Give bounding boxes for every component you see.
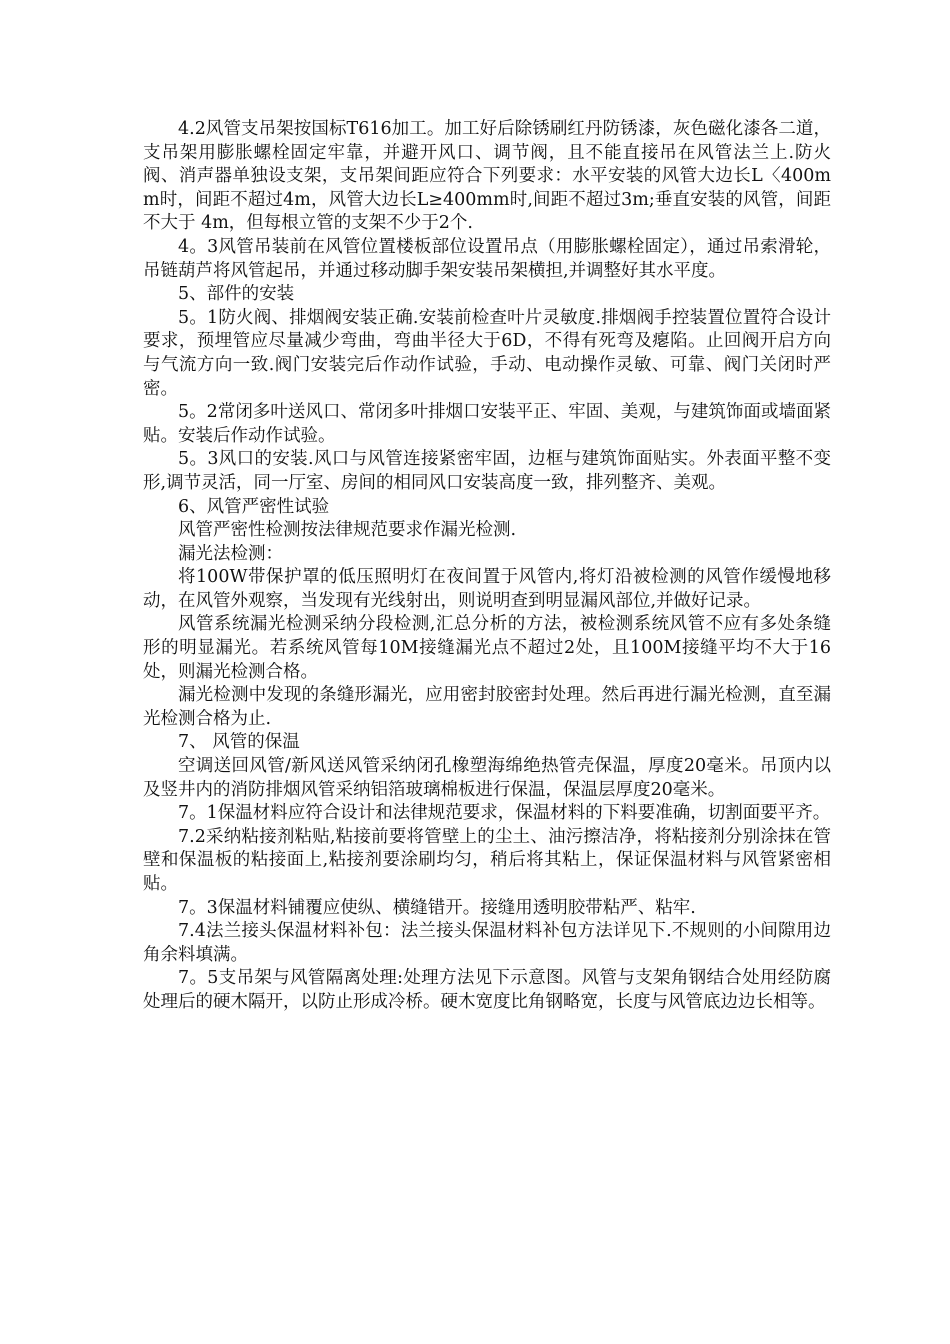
section-heading-7-insulation: 7、 风管的保温 — [178, 732, 300, 753]
paragraph-leak-sealing: 漏光检测中发现的条缝形漏光，应用密封胶密封处理。然后再进行漏光检测，直至漏光检测合格为止. — [143, 685, 831, 729]
paragraph-leak-test-requirement: 风管严密性检测按法律规范要求作漏光检测. — [178, 520, 517, 541]
paragraph-4-3-duct-hoisting: 4。3风管吊装前在风管位置楼板部位设置吊点（用膨胀螺栓固定），通过吊索滑轮，吊链葫芦将风管起吊，并通过移动脚手架安装吊架横担,并调整好其水平度。 — [143, 236, 831, 281]
paragraph-4-2-support-hangers: 4.2风管支吊架按国标T616加工。加工好后除锈刷红丹防锈漆，灰色磁化漆各二道，支吊架用膨胀螺栓固定牢靠，并避开风口、调节阀，且不能直接吊在风管法兰上.防火阀、消声器单独设支架，支吊架间距应符合下列要求：水平安装的风管大边长L〈400mm时，间距不超过4m，风管大边长L≥400mm时,间距不超过3m;垂直安装的风管，间距不大于 4m，但每根立管的支架不少于2个. — [143, 119, 831, 234]
paragraph-7-4-flange-wrap: 7.4法兰接头保温材料补包：法兰接头保温材料补包方法详见下.不规则的小间隙用边角余料填满。 — [143, 921, 831, 965]
paragraph-7-5-isolation: 7。5支吊架与风管隔离处理:处理方法见下示意图。风管与支架角钢结合处用经防腐处理后的硬木隔开，以防止形成冷桥。硬木宽度比角钢略宽，长度与风管底边边长相等。 — [143, 968, 831, 1012]
document-body — [143, 118, 831, 1015]
paragraph-7-3-seams: 7。3保温材料铺覆应使纵、横缝错开。接缝用透明胶带粘严、粘牢. — [178, 897, 696, 918]
paragraph-7-2-adhesive: 7.2采纳粘接剂粘贴,粘接前要将管壁上的尘土、油污擦洁净，将粘接剂分别涂抹在管壁和保温板的粘接面上,粘接剂要涂刷均匀，稍后将其粘上，保证保温材料与风管紧密相贴。 — [143, 826, 831, 894]
paragraph-leak-test-criteria: 风管系统漏光检测采纳分段检测,汇总分析的方法，被检测系统风管不应有多处条缝形的明显漏光。若系统风管每10M接缝漏光点不超过2处，且100M接缝平均不大于16处，则漏光检测合格。 — [143, 614, 831, 682]
paragraph-5-3-air-outlets: 5。3风口的安装.风口与风管连接紧密牢固，边框与建筑饰面贴实。外表面平整不变形,调节灵活，同一厅室、房间的相同风口安装高度一致，排列整齐、美观。 — [143, 449, 831, 493]
paragraph-insulation-materials: 空调送回风管/新风送风管采纳闭孔橡塑海绵绝热管壳保温，厚度20毫米。吊顶内以及竖井内的消防排烟风管采纳铝箔玻璃棉板进行保温，保温层厚度20毫米。 — [143, 756, 831, 800]
paragraph-5-1-valves: 5。1防火阀、排烟阀安装正确.安装前检查叶片灵敏度.排烟阀手控装置位置符合设计要求，预埋管应尽量减少弯曲，弯曲半径大于6D，不得有死弯及瘪陷。止回阀开启方向与气流方向一致.阀门安装完后作动作试验，手动、电动操作灵敏、可靠、阀门关闭时严密。 — [143, 307, 831, 399]
paragraph-7-1-material-cutting: 7。1保温材料应符合设计和法律规范要求，保温材料的下料要准确，切割面要平齐。 — [178, 803, 831, 824]
section-heading-6-tightness-test: 6、风管严密性试验 — [178, 496, 330, 517]
paragraph-leak-test-method-title: 漏光法检测： — [178, 543, 283, 564]
paragraph-leak-test-lamp: 将100W带保护罩的低压照明灯在夜间置于风管内,将灯沿被检测的风管作缓慢地移动，在风管外观察，当发现有光线射出，则说明查到明显漏风部位,并做好记录。 — [143, 567, 831, 611]
paragraph-5-2-louvers: 5。2常闭多叶送风口、常闭多叶排烟口安装平正、牢固、美观，与建筑饰面或墙面紧贴。安装后作动作试验。 — [143, 402, 831, 446]
section-heading-5-components: 5、部件的安装 — [178, 284, 295, 305]
